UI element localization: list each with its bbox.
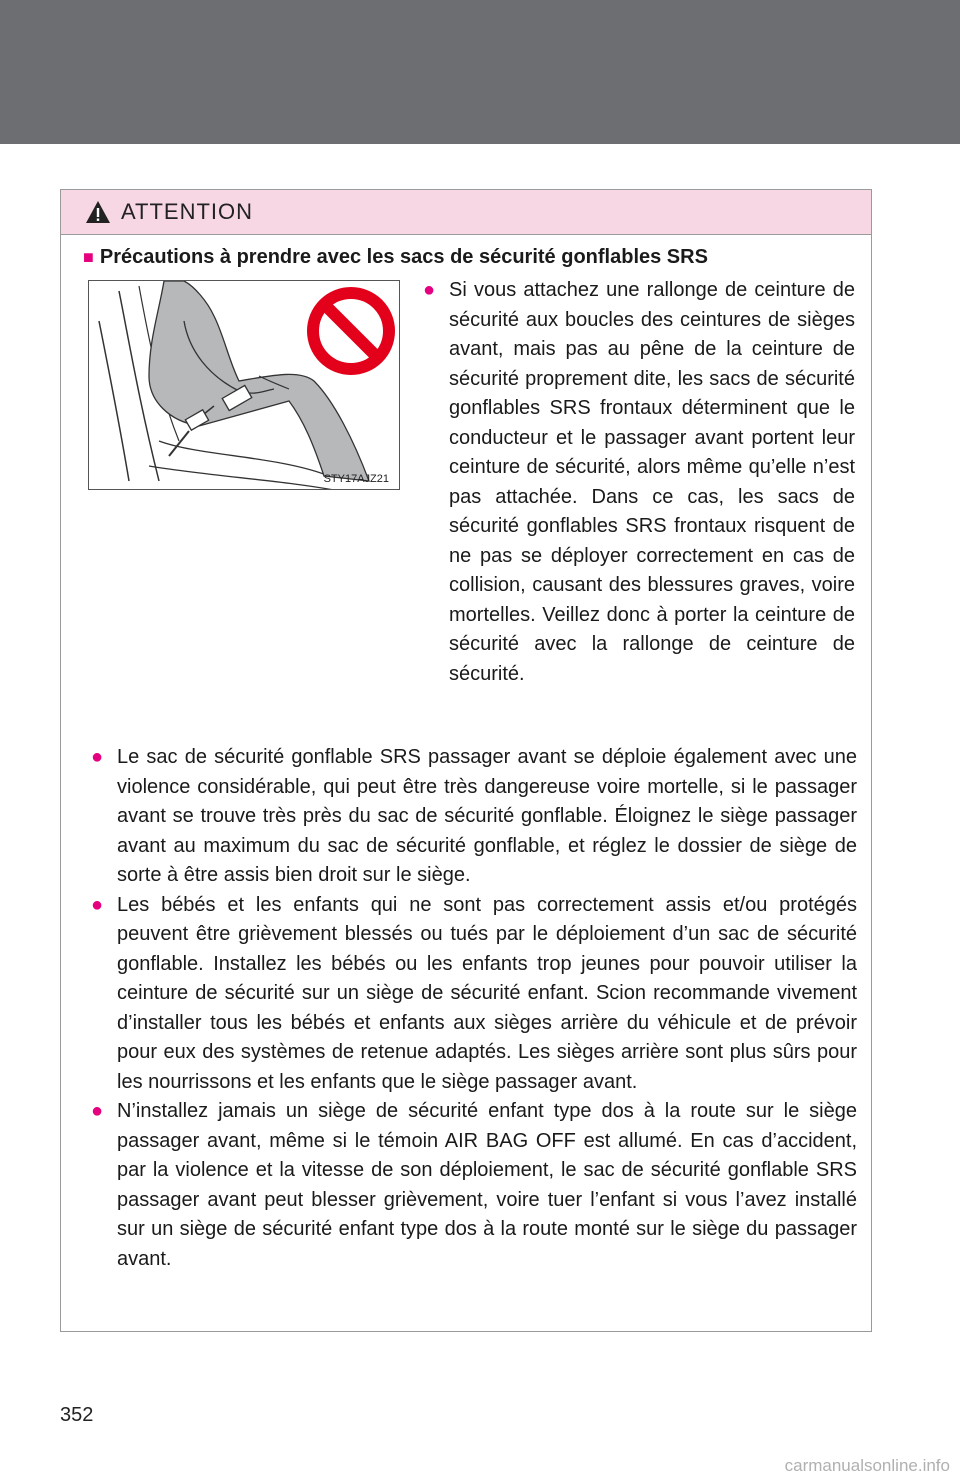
seated-person-illustration (89, 281, 400, 490)
figure-code: STY17AJZ21 (323, 473, 389, 485)
attention-title: ATTENTION (121, 199, 254, 224)
bullet-dot-icon: ● (423, 279, 436, 301)
bullet-item-4 (91, 1097, 857, 1274)
warning-triangle-icon (85, 200, 111, 224)
attention-box (60, 189, 872, 1332)
square-bullet-icon: ■ (83, 247, 94, 267)
bullet-text-3: Les bébés et les enfants qui ne sont pas correctement assis et/ou protégés peuvent être grièvement blessés ou tués par le déploiement d’un sac de sécurité gonflable. Installez les bébés ou les enfants trop jeunes pour pouvoir utiliser la ceinture de sécurité sur un siège de sécurité enfant. Scion recommande vivement d’installer tous les bébés et enfants aux sièges arrière du véhicule et de prévoir pour eux des systèmes de retenue adaptés. Les sièges arrière sont plus sûrs pour les nourrissons et les enfants que le siège passager avant. (117, 893, 857, 1093)
top-band (0, 0, 960, 144)
bullet-text-2: Le sac de sécurité gonflable SRS passager avant se déploie également avec une violence considérable, qui peut être très dangereuse voire mortelle, si le passager avant se trouve très près du sac de sécurité gonflable. Éloignez le siège passager avant au maximum du sac de sécurité gonflable, et réglez le dossier de siège de sorte à être assis bien droit sur le siège. (117, 746, 857, 886)
seatbelt-illustration (88, 280, 400, 490)
bullet-list (91, 743, 857, 1274)
bullet-item-3 (91, 891, 857, 1098)
bullet-dot-icon: ● (91, 1100, 104, 1122)
bullet-text-1: Si vous attachez une rallonge de ceinture de sécurité aux boucles des ceintures de sièges avant, mais pas au pêne de la ceinture de sécurité proprement dite, les sacs de sécurité gonflables SRS frontaux déterminent que le conducteur et le passager avant portent leur ceinture de sécurité, alors même qu’elle n’est pas attachée. Dans ce cas, les sacs de sécurité gonflables SRS frontaux risquent de ne pas se déployer correctement en cas de collision, causant des blessures graves, voire mortelles. Veillez donc à porter la ceinture de sécurité avec la rallonge de ceinture de sécurité. (449, 279, 855, 685)
bullet-item-2 (91, 743, 857, 891)
page-number: 352 (60, 1404, 94, 1426)
section-title (83, 246, 708, 269)
bullet-item-1 (423, 276, 855, 689)
bullet-dot-icon: ● (91, 893, 104, 916)
bullet-text-4: N’installez jamais un siège de sécurité enfant type dos à la route sur le siège passager avant, même si le témoin AIR BAG OFF est allumé. En cas d’accident, par la violence et la vitesse de son déploiement, le sac de sécurité gonflable SRS passager avant peut blesser grièvement, voire tuer l’enfant si vous l’avez installé sur un siège de sécurité enfant type dos à la route monté sur le siège du passager avant. (117, 1100, 857, 1270)
attention-header (61, 190, 871, 235)
bullet-dot-icon: ● (91, 746, 104, 768)
section-title-text: Précautions à prendre avec les sacs de sécurité gonflables SRS (99, 246, 708, 268)
watermark: carmanualsonline.info (784, 1456, 950, 1475)
